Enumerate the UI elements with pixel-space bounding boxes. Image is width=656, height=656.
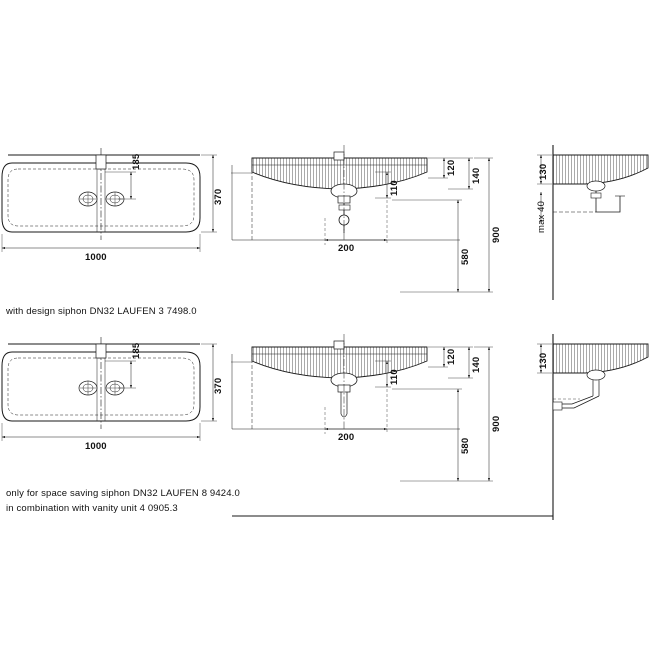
caption-vanity-unit: in combination with vanity unit 4 0905.3 <box>6 503 178 514</box>
dim-580-top: 580 <box>460 248 471 265</box>
dim-max40-top: max 40 <box>536 200 547 233</box>
dim-370-bottom: 370 <box>213 377 224 394</box>
dim-140-top: 140 <box>471 167 482 184</box>
dim-130-bottom: 130 <box>538 352 549 369</box>
dim-200-bottom: 200 <box>338 432 355 443</box>
dim-370-top: 370 <box>213 188 224 205</box>
dim-185-top: 185 <box>131 153 142 170</box>
caption-design-siphon: with design siphon DN32 LAUFEN 3 7498.0 <box>6 306 197 317</box>
dim-900-bottom: 900 <box>491 415 502 432</box>
caption-space-saving-siphon: only for space saving siphon DN32 LAUFEN 8 9424.0 <box>6 488 240 499</box>
dim-580-bottom: 580 <box>460 437 471 454</box>
dim-1000-bottom: 1000 <box>85 441 107 452</box>
dim-110-top: 110 <box>389 180 400 196</box>
dim-200-top: 200 <box>338 243 355 254</box>
dim-140-bottom: 140 <box>471 356 482 373</box>
dim-900-top: 900 <box>491 226 502 243</box>
dim-110-bottom: 110 <box>389 369 400 385</box>
dim-120-top: 120 <box>446 159 457 176</box>
dim-130-top: 130 <box>538 163 549 180</box>
dim-1000-top: 1000 <box>85 252 107 263</box>
dim-185-bottom: 185 <box>131 342 142 359</box>
dim-120-bottom: 120 <box>446 348 457 365</box>
